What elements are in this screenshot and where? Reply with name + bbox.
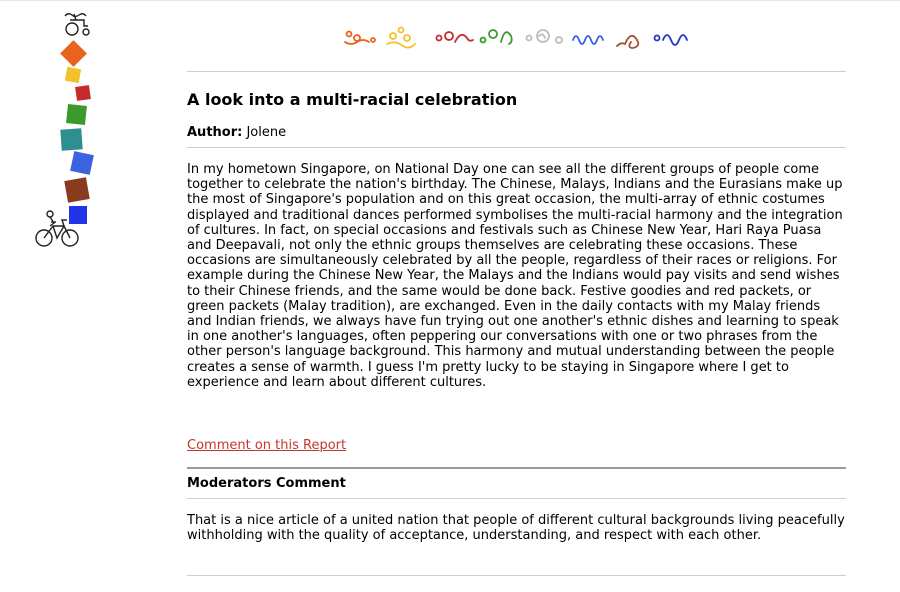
article-body: In my hometown Singapore, on National Day one can see all the different groups of people come together to celebrate the nation's birthday. The Chinese, Malays, Indians and the Eurasians make up the most of Singapore's population and on this great occasion, the multi-array of ethnic costumes displayed and traditional dances performed symbolises the multi-racial harmony and the integration of cultures. In fact, on special occasions and festivals such as Chinese New Year, Hari Raya Puasa and Deepavali, not only the ethnic groups themselves are celebrating these occasions. These occasions are simultaneously celebrated by all the people, regardless of their races or religions. For example during the Chinese New Year, the Malays and the Indians would pay visits and send wishes to their Chinese friends, and the same would be done back. Festive goodies and red packets, or green packets (Malay tradition), are exchanged. Even in the daily contacts with my Malay friends and Indian friends, we always have fun trying out one another's ethnic dishes and learning to speak in one another's languages, often peppering our conversations with one or two phrases from the other person's language background. This harmony and mutual understanding between the people creates a sense of warmth. I guess I'm pretty lucky to be staying in Singapore where I get to experience and learn about different cultures.: [187, 162, 843, 390]
doodle-orange: [345, 32, 375, 45]
footer-divider: [187, 575, 846, 576]
decorative-sidebar: [0, 0, 130, 592]
author-divider: [187, 147, 846, 148]
doodle-grey: [527, 30, 563, 43]
decor-square-red: [75, 85, 91, 101]
doodle-brown: [617, 36, 638, 48]
top-divider: [0, 0, 900, 1]
wheelchair-icon: [60, 10, 94, 38]
header-divider: [187, 71, 846, 72]
header-doodles: [187, 20, 846, 56]
decor-square-yellow: [65, 67, 81, 83]
moderator-divider: [187, 498, 846, 499]
bicycle-icon: [34, 206, 80, 250]
decor-square-teal: [60, 128, 82, 150]
moderators-comment-text: That is a nice article of a united nation that people of different cultural backgrounds living peacefully withholding with the quality of acceptance, understanding, and respect with each other.: [187, 513, 845, 544]
doodle-green: [481, 30, 512, 44]
doodle-blue: [573, 36, 603, 44]
decor-square-blue: [70, 151, 94, 175]
comment-divider: [187, 467, 846, 469]
doodle-navy: [655, 35, 688, 45]
moderators-comment-heading: Moderators Comment: [187, 476, 346, 491]
doodle-yellow: [387, 28, 415, 48]
comment-on-report-link[interactable]: Comment on this Report: [187, 438, 347, 453]
author-name: Jolene: [246, 125, 287, 140]
article-title: A look into a multi-racial celebration: [187, 90, 518, 109]
doodle-red: [437, 32, 474, 42]
decor-square-brown: [64, 177, 89, 202]
decor-square-green: [66, 104, 87, 125]
author-line: [187, 125, 286, 140]
author-label: Author:: [187, 125, 243, 140]
decor-square-orange: [60, 40, 87, 67]
